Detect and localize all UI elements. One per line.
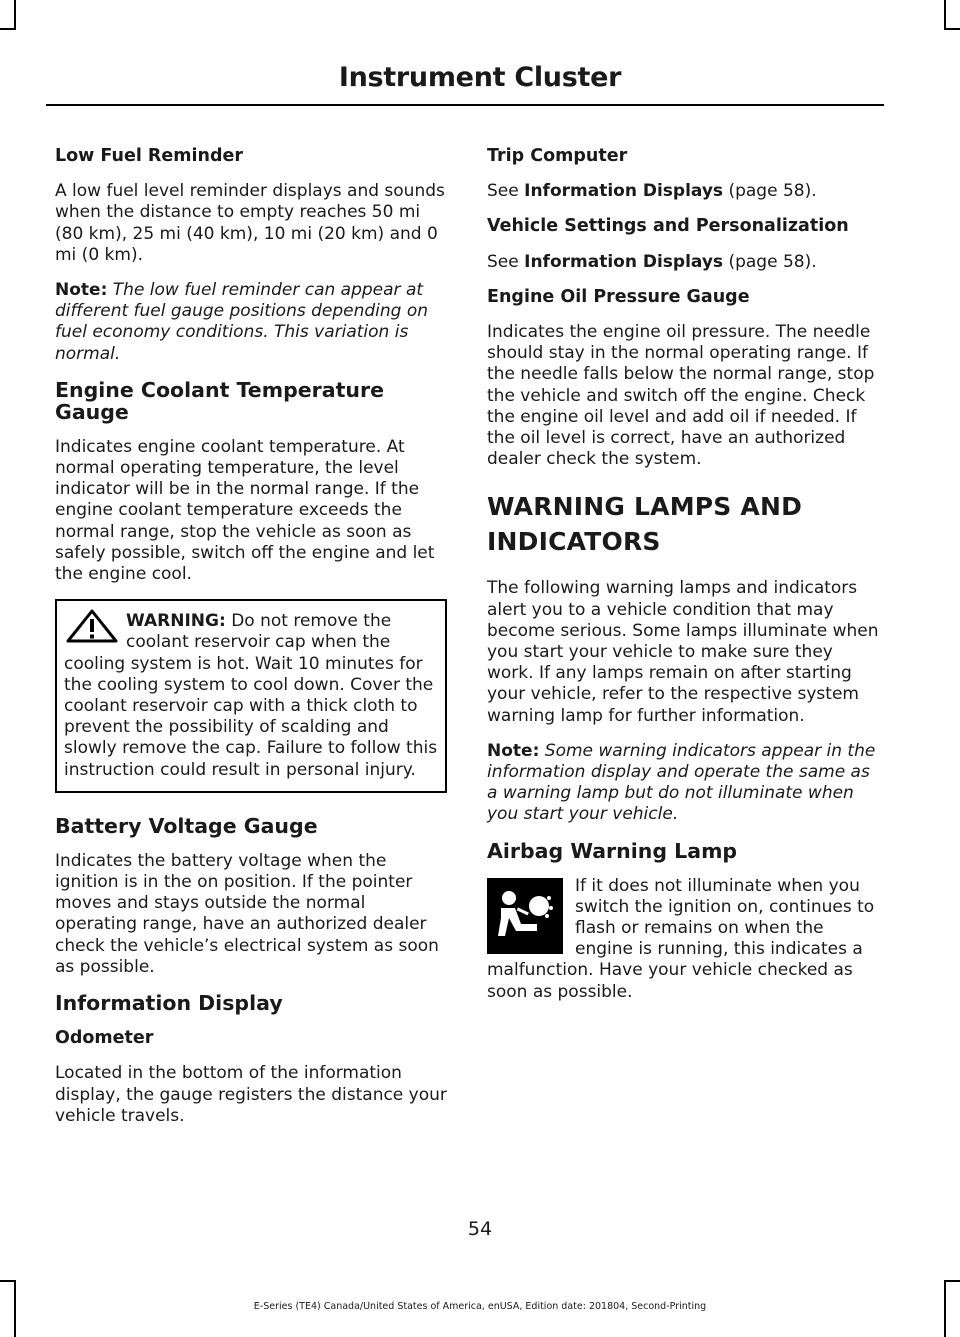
crop-mark [0, 1280, 16, 1282]
see-reference [487, 181, 879, 202]
info-display-heading: Information Display [55, 991, 283, 1016]
warning-label: WARNING: [126, 611, 226, 632]
see-reference [487, 252, 879, 273]
page-ref: (page 58). [728, 251, 817, 272]
warning-lamps-text: The following warning lamps and indicators alert you to a vehicle condition that may become serious. Some lamps illuminate when you start your vehicle to make sure they work. If any lamps remain on after starting your vehicle, refer to the respective system warning lamp for further information. [487, 578, 879, 726]
page-ref: (page 58). [728, 181, 817, 202]
info-displays-link[interactable]: Information Displays [524, 251, 724, 272]
crop-mark [14, 0, 16, 30]
heading-line: INDICATORS [487, 527, 661, 557]
coolant-heading: Engine Coolant Temperature Gauge [55, 377, 384, 424]
edition-footer: E-Series (TE4) Canada/United States of America, enUSA, Edition date: 201804, Second-Printing [253, 1301, 707, 1312]
warning-paragraph [64, 611, 439, 781]
battery-heading: Battery Voltage Gauge [55, 813, 318, 838]
right-column [487, 146, 879, 1017]
trip-computer-heading: Trip Computer [487, 146, 628, 166]
header-rule [46, 104, 884, 106]
low-fuel-text: A low fuel level reminder displays and sounds when the distance to empty reaches 50 mi (80 km), 25 mi (40 km), 10 mi (20 km) and 0 mi (0 km). [55, 181, 445, 265]
left-column [55, 146, 447, 1141]
crop-mark [944, 0, 946, 30]
note-label: Note: [55, 280, 108, 301]
odometer-text: Located in the bottom of the information display, the gauge registers the distance your vehicle travels. [55, 1063, 447, 1126]
warning-text: Do not remove the coolant reservoir cap when the cooling system is hot. Wait 10 minutes for the cooling system to cool down. Cover the coolant reservoir cap with a thick cloth to prevent the possibility of scalding and slowly remove the cap. Failure to follow this instruction could result in personal injury. [64, 611, 438, 780]
airbag-heading: Airbag Warning Lamp [487, 838, 738, 863]
airbag-section [487, 876, 879, 1003]
note-label: Note: [487, 740, 540, 761]
coolant-text: Indicates engine coolant temperature. At normal operating temperature, the level indicator will be in the normal range. If the engine coolant temperature exceeds the normal range, stop the vehicle as soon as safely possible, switch off the engine and let the engine cool. [55, 436, 435, 585]
warning-box [55, 599, 447, 793]
see-prefix: See [487, 251, 519, 272]
note-indicators [487, 741, 879, 826]
see-prefix: See [487, 181, 519, 202]
vehicle-settings-heading: Vehicle Settings and Personalization [487, 216, 849, 237]
low-fuel-heading: Low Fuel Reminder [55, 146, 243, 166]
page-number: 54 [467, 1218, 493, 1240]
airbag-warning-icon [487, 878, 563, 954]
oil-pressure-heading: Engine Oil Pressure Gauge [487, 286, 750, 307]
heading-line: WARNING LAMPS AND [487, 492, 803, 522]
warning-triangle-icon [64, 609, 120, 643]
page-title: Instrument Cluster [338, 62, 622, 93]
warning-lamps-heading [487, 492, 879, 556]
crop-mark [0, 28, 16, 30]
crop-mark [944, 1280, 960, 1282]
note-low-fuel [55, 280, 447, 365]
note-text: The low fuel reminder can appear at different fuel gauge positions depending on fuel economy conditions. This variation is normal. [55, 280, 429, 364]
battery-text: Indicates the battery voltage when the ignition is in the on position. If the pointer moves and stays outside the normal operating range, have an authorized dealer check the vehicle’s electrical system as soon as possible. [55, 850, 439, 977]
crop-mark [944, 28, 960, 30]
oil-pressure-text: Indicates the engine oil pressure. The needle should stay in the normal operating range. If the needle falls below the normal range, stop the vehicle and switch off the engine. Check the engine oil level and add oil if needed. If the oil level is correct, have an authorized dealer check the system. [487, 322, 875, 470]
airbag-text: If it does not illuminate when you switch the ignition on, continues to flash or remains on when the engine is running, this indicates a malfunction. Have your vehicle checked as soon as possible. [487, 875, 875, 1002]
info-displays-link[interactable]: Information Displays [524, 181, 724, 202]
note-text: Some warning indicators appear in the information display and operate the same as a warning lamp but do not illuminate when you start your vehicle. [487, 740, 876, 825]
odometer-heading: Odometer [55, 1028, 154, 1049]
